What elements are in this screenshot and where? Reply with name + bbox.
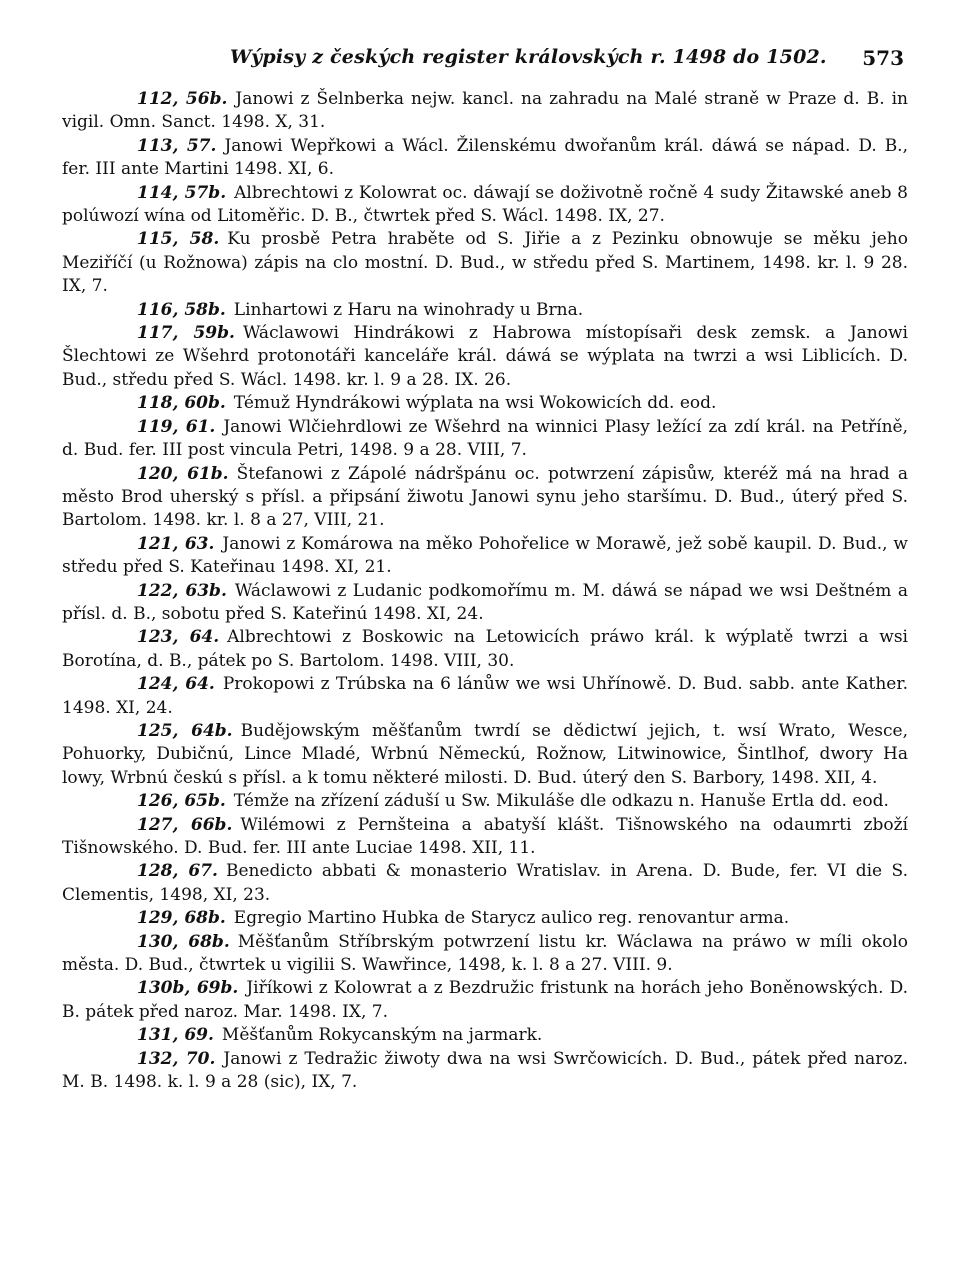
register-entry [62, 673, 908, 720]
page-header [62, 42, 908, 76]
entry-reference: 113, 57. [137, 135, 217, 156]
entry-reference: 130b, 69b. [137, 978, 239, 999]
register-entry [62, 135, 908, 182]
entry-text: Témže na zřízení záduší u Sw. Mikuláše dle odkazu n. Hanuše Ertla dd. eod. [233, 791, 889, 812]
register-entries [62, 88, 908, 1094]
register-entry [62, 814, 908, 861]
entry-text: Ku prosbě Petra hraběte od S. Jiřie a z Pezinku obnowuje se měku jeho Meziříčí (u Rožnowa) zápis na clo mostní. D. Bud., w středu před S. Martinem, 1498. kr. l. 9 28. IX, 7. [62, 229, 908, 297]
register-entry [62, 977, 908, 1024]
entry-text: Wilémowi z Pernšteina a abatyší klášt. Tišnowského na odaumrti zboží Tišnowského. D. Bud. fer. III ante Luciae 1498. XII, 11. [62, 814, 908, 858]
entry-reference: 121, 63. [137, 533, 215, 554]
entry-reference: 115, 58. [137, 229, 220, 250]
entry-text: Prokopowi z Trúbska na 6 lánůw we wsi Uhřínowě. D. Bud. sabb. ante Kather. 1498. XI, 24. [62, 674, 908, 718]
entry-reference: 130, 68b. [137, 931, 230, 952]
entry-text: Linhartowi z Haru na winohrady u Brna. [233, 299, 584, 320]
entry-text: Egregio Martino Hubka de Starycz aulico reg. renovantur arma. [233, 908, 790, 929]
entry-text: Jiříkowi z Kolowrat a z Bezdružic fristunk na horách jeho Boněnowských. D. B. pátek před naroz. Mar. 1498. IX, 7. [62, 978, 908, 1022]
entry-reference: 131, 69. [137, 1025, 214, 1046]
entry-reference: 132, 70. [137, 1048, 216, 1069]
entry-text: Albrechtowi z Kolowrat oc. dáwají se doživotně ročně 4 sudy Žitawské aneb 8 polúwozí wína od Litoměřic. D. B., čtwrtek před S. Wácl. 1498. IX, 27. [62, 182, 908, 227]
register-entry [62, 931, 908, 978]
entry-reference: 120, 61b. [137, 463, 229, 484]
entry-reference: 112, 56b. [137, 89, 228, 109]
entry-reference: 129, 68b. [137, 908, 226, 929]
register-entry [62, 1048, 908, 1095]
register-entry [62, 720, 908, 790]
entry-text: Wáclawowi z Ludanic podkomořímu m. M. dáwá se nápad we wsi Deštném a přísl. d. B., sobotu před S. Kateřinú 1498. XI, 24. [62, 580, 908, 624]
entry-reference: 128, 67. [137, 861, 218, 882]
entry-text: Janowi Wepřkowi a Wácl. Žilenskému dwořanům král. dáwá se nápad. D. B., fer. III ante Martini 1498. XI, 6. [62, 135, 908, 180]
register-entry [62, 1024, 908, 1047]
entry-reference: 116, 58b. [137, 299, 226, 320]
entry-text: Janowi Wlčiehrdlowi ze Wšehrd na winnici Plasy ležící za zdí král. na Petříně, d. Bud. fer. III post vincula Petri, 1498. 9 a 28. VIII, 7. [62, 416, 909, 461]
entry-reference: 118, 60b. [137, 393, 226, 414]
entry-text: Janowi z Komárowa na měko Pohořelice w Morawě, jež sobě kaupil. D. Bud., w středu před S. Kateřinau 1498. XI, 21. [62, 533, 908, 578]
register-entry [62, 228, 908, 298]
register-entry [62, 392, 908, 415]
running-head: Wýpisy z českých register královských r. 1498 do 1502. [230, 46, 827, 68]
entry-reference: 119, 61. [137, 416, 216, 437]
entry-text: Štefanowi z Zápolé nádršpánu oc. potwrzení zápisůw, kteréž má na hrad a město Brod uherský s přísl. a připsání žiwotu Janowi synu jeho staršímu. D. Bud., úterý před S. Bartolom. 1498. kr. l. 8 a 27, VIII, 21. [62, 463, 908, 531]
register-entry [62, 88, 908, 135]
register-entry [62, 416, 908, 463]
entry-text: Měšťanům Rokycanským na jarmark. [221, 1025, 543, 1046]
page-number: 573 [862, 46, 904, 70]
register-entry [62, 790, 908, 813]
entry-text: Benedicto abbati & monasterio Wratislav. in Arena. D. Bude, fer. VI die S. Clementis, 1498, XI, 23. [62, 861, 909, 905]
entry-text: Témuž Hyndrákowi wýplata na wsi Wokowicích dd. eod. [233, 393, 717, 414]
entry-reference: 124, 64. [137, 674, 215, 695]
entry-reference: 123, 64. [137, 627, 220, 648]
register-entry [62, 860, 908, 907]
entry-reference: 122, 63b. [137, 580, 227, 601]
register-entry [62, 463, 908, 533]
register-entry [62, 907, 908, 930]
register-entry [62, 626, 908, 673]
entry-text: Wáclawowi Hindrákowi z Habrowa místopísaři desk zemsk. a Janowi Šlechtowi ze Wšehrd protonotáři kanceláře král. dáwá se wýplata na twrzi a wsi Liblicích. D. Bud., středu před S. Wácl. 1498. kr. l. 9 a 28. IX. 26. [62, 323, 908, 390]
register-entry [62, 182, 908, 229]
register-entry [62, 322, 908, 392]
register-entry [62, 580, 908, 627]
entry-reference: 117, 59b. [137, 323, 235, 344]
book-page [62, 42, 908, 1094]
entry-text: Albrechtowi z Boskowic na Letowicích práwo král. k wýplatě twrzi a wsi Borotína, d. B., pátek po S. Bartolom. 1498. VIII, 30. [62, 627, 908, 671]
entry-text: Měšťanům Stříbrským potwrzení listu kr. Wáclawa na práwo w míli okolo města. D. Bud., čtwrtek u vigilii S. Wawřince, 1498, k. l. 8 a 27. VIII. 9. [62, 931, 908, 976]
entry-text: Janowi z Šelnberka nejw. kancl. na zahradu na Malé straně w Praze d. B. in vigil. Omn. Sanct. 1498. X, 31. [62, 89, 908, 133]
entry-text: Budějowským měšťanům twrdí se dědictwí jejich, t. wsí Wrato, Wesce, Pohuorky, Dubičnú, Lince Mladé, Wrbnú Německú, Rožnow, Litwinowice, Šintlhof, dwory Ha lowy, Wrbnú českú s přísl. a k tomu některé milosti. D. Bud. úterý den S. Barbory, 1498. XII, 4. [62, 720, 908, 788]
register-entry [62, 299, 908, 322]
register-entry [62, 533, 908, 580]
entry-text: Janowi z Tedražic žiwoty dwa na wsi Swrčowicích. D. Bud., pátek před naroz. M. B. 1498. k. l. 9 a 28 (sic), IX, 7. [62, 1048, 908, 1093]
entry-reference: 125, 64b. [137, 720, 233, 741]
entry-reference: 114, 57b. [137, 182, 227, 203]
entry-reference: 127, 66b. [137, 814, 233, 835]
entry-reference: 126, 65b. [137, 791, 226, 812]
